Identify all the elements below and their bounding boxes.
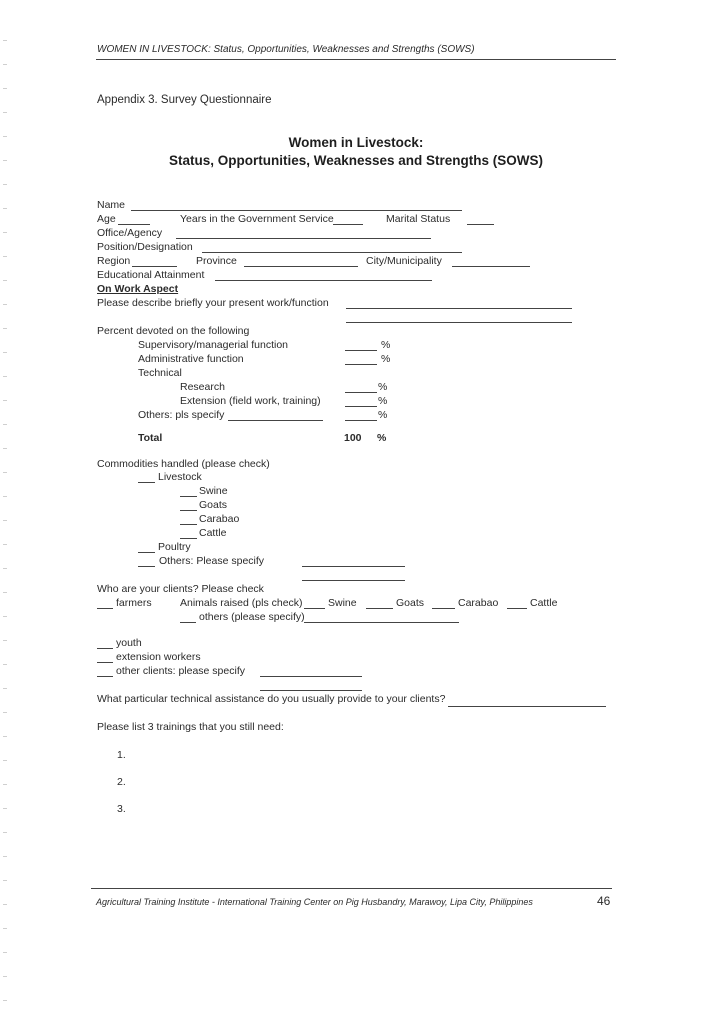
extension-label: Extension (field work, training) <box>180 395 321 407</box>
administrative-label: Administrative function <box>138 353 244 365</box>
youth-label: youth <box>116 637 142 649</box>
percent-sign: % <box>381 339 391 351</box>
region-field[interactable] <box>132 266 177 267</box>
other-clients-field-2[interactable] <box>260 690 362 691</box>
form-title-line1: Women in Livestock: <box>288 135 424 150</box>
running-header: WOMEN IN LIVESTOCK: Status, Opportunities, Weaknesses and Strengths (SOWS) <box>97 44 475 55</box>
other-clients-label: other clients: please specify <box>116 665 245 677</box>
client-cattle-label: Cattle <box>530 597 558 609</box>
assistance-question: What particular technical assistance do you usually provide to your clients? <box>97 693 446 705</box>
work-aspect-heading: On Work Aspect <box>97 283 179 295</box>
name-label: Name <box>97 199 126 211</box>
research-percent-field[interactable] <box>345 392 377 393</box>
region-label: Region <box>97 255 131 267</box>
client-cattle-checkbox[interactable] <box>507 608 527 609</box>
assistance-field[interactable] <box>448 706 606 707</box>
extension-workers-checkbox[interactable] <box>97 662 113 663</box>
total-value: 100 <box>344 432 362 444</box>
header-rule <box>96 59 616 60</box>
education-label: Educational Attainment <box>97 269 205 281</box>
province-label: Province <box>196 255 237 267</box>
years-service-label: Years in the Government Service <box>180 213 334 225</box>
training-item-number: 3. <box>117 803 126 815</box>
footer-institution: Agricultural Training Institute - International Training Center on Pig Husbandry, Marawoy, Lipa City, Philippines <box>96 897 533 907</box>
swine-checkbox[interactable] <box>180 496 197 497</box>
goats-checkbox[interactable] <box>180 510 197 511</box>
client-others-label: others (please specify) <box>199 611 305 623</box>
other-clients-field-1[interactable] <box>260 676 362 677</box>
others-percent-field[interactable] <box>345 420 377 421</box>
farmers-checkbox[interactable] <box>97 608 113 609</box>
office-field[interactable] <box>176 238 431 239</box>
poultry-label: Poultry <box>158 541 191 553</box>
position-field[interactable] <box>202 252 462 253</box>
percent-sign: % <box>378 395 388 407</box>
total-label: Total <box>138 432 163 444</box>
cattle-checkbox[interactable] <box>180 538 197 539</box>
describe-work-field-2[interactable] <box>346 322 572 323</box>
city-label: City/Municipality <box>366 255 442 267</box>
research-label: Research <box>180 381 225 393</box>
education-field[interactable] <box>215 280 432 281</box>
name-field[interactable] <box>131 210 462 211</box>
client-others-checkbox[interactable] <box>180 622 196 623</box>
province-field[interactable] <box>244 266 358 267</box>
marital-status-label: Marital Status <box>386 213 451 225</box>
age-label: Age <box>97 213 116 225</box>
commodity-others-checkbox[interactable] <box>138 566 155 567</box>
client-swine-label: Swine <box>328 597 357 609</box>
appendix-label: Appendix 3. Survey Questionnaire <box>97 94 272 106</box>
livestock-label: Livestock <box>158 471 202 483</box>
client-carabao-label: Carabao <box>458 597 499 609</box>
training-item-number: 2. <box>117 776 126 788</box>
percent-sign: % <box>377 432 387 444</box>
age-field[interactable] <box>118 224 150 225</box>
percent-sign: % <box>381 353 391 365</box>
poultry-checkbox[interactable] <box>138 552 155 553</box>
supervisory-label: Supervisory/managerial function <box>138 339 288 351</box>
footer-rule <box>91 888 612 889</box>
swine-label: Swine <box>199 485 228 497</box>
describe-work-field-1[interactable] <box>346 308 572 309</box>
client-goats-checkbox[interactable] <box>366 608 393 609</box>
trainings-intro: Please list 3 trainings that you still need: <box>97 721 284 733</box>
describe-work-label: Please describe briefly your present work/function <box>97 297 329 309</box>
farmers-label: farmers <box>116 597 152 609</box>
client-goats-label: Goats <box>396 597 425 609</box>
other-clients-checkbox[interactable] <box>97 676 113 677</box>
livestock-checkbox[interactable] <box>138 482 155 483</box>
commodities-intro: Commodities handled (please check) <box>97 458 270 470</box>
clients-intro: Who are your clients? Please check <box>97 583 264 595</box>
office-label: Office/Agency <box>97 227 163 239</box>
goats-label: Goats <box>199 499 228 511</box>
technical-label: Technical <box>138 367 182 379</box>
others-label: Others: pls specify <box>138 409 225 421</box>
administrative-percent-field[interactable] <box>345 364 377 365</box>
client-swine-checkbox[interactable] <box>304 608 325 609</box>
page-number: 46 <box>597 894 611 908</box>
cattle-label: Cattle <box>199 527 227 539</box>
client-others-field[interactable] <box>304 622 459 623</box>
extension-percent-field[interactable] <box>345 406 377 407</box>
years-service-field[interactable] <box>333 224 363 225</box>
marital-status-field[interactable] <box>467 224 494 225</box>
percent-intro: Percent devoted on the following <box>97 325 250 337</box>
form-title-line2: Status, Opportunities, Weaknesses and Strengths (SOWS) <box>168 153 544 168</box>
carabao-label: Carabao <box>199 513 240 525</box>
position-label: Position/Designation <box>97 241 193 253</box>
percent-sign: % <box>378 409 388 421</box>
commodity-others-label: Others: Please specify <box>159 555 265 567</box>
animals-raised-label: Animals raised (pls check) <box>180 597 303 609</box>
city-field[interactable] <box>452 266 530 267</box>
commodity-others-field-1[interactable] <box>302 566 405 567</box>
carabao-checkbox[interactable] <box>180 524 197 525</box>
percent-sign: % <box>378 381 388 393</box>
supervisory-percent-field[interactable] <box>345 350 377 351</box>
extension-workers-label: extension workers <box>116 651 201 663</box>
client-carabao-checkbox[interactable] <box>432 608 455 609</box>
training-item-number: 1. <box>117 749 126 761</box>
youth-checkbox[interactable] <box>97 648 113 649</box>
others-specify-field[interactable] <box>228 420 323 421</box>
commodity-others-field-2[interactable] <box>302 580 405 581</box>
